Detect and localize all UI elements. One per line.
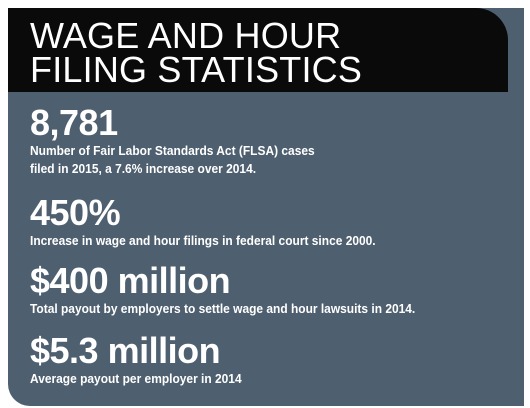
stat-total-payout (30, 262, 449, 318)
stat-description (30, 142, 315, 178)
stat-description (30, 232, 376, 250)
stat-description-line: filed in 2015, a 7.6% increase over 2014. (30, 161, 257, 176)
title-line-1: WAGE AND HOUR (30, 15, 342, 56)
title-line-2: FILING STATISTICS (30, 49, 363, 90)
title-banner (8, 8, 508, 92)
stat-description-line: Average payout per employer in 2014 (30, 371, 242, 386)
stat-flsa-cases (30, 104, 339, 178)
stat-value: 8,781 (30, 102, 118, 143)
stat-description (30, 370, 242, 388)
stat-description-line: Increase in wage and hour filings in federal court since 2000. (30, 233, 376, 248)
stat-description-line: Total payout by employers to settle wage and hour lawsuits in 2014. (30, 301, 416, 316)
stat-filing-increase (30, 194, 406, 250)
stat-average-payout (30, 332, 260, 388)
stat-value: $400 million (30, 260, 231, 301)
stat-value: 450% (30, 192, 121, 233)
stat-value: $5.3 million (30, 330, 221, 371)
page-title (30, 15, 363, 90)
stat-description (30, 300, 415, 318)
stat-description-line: Number of Fair Labor Standards Act (FLSA) cases (30, 143, 315, 158)
